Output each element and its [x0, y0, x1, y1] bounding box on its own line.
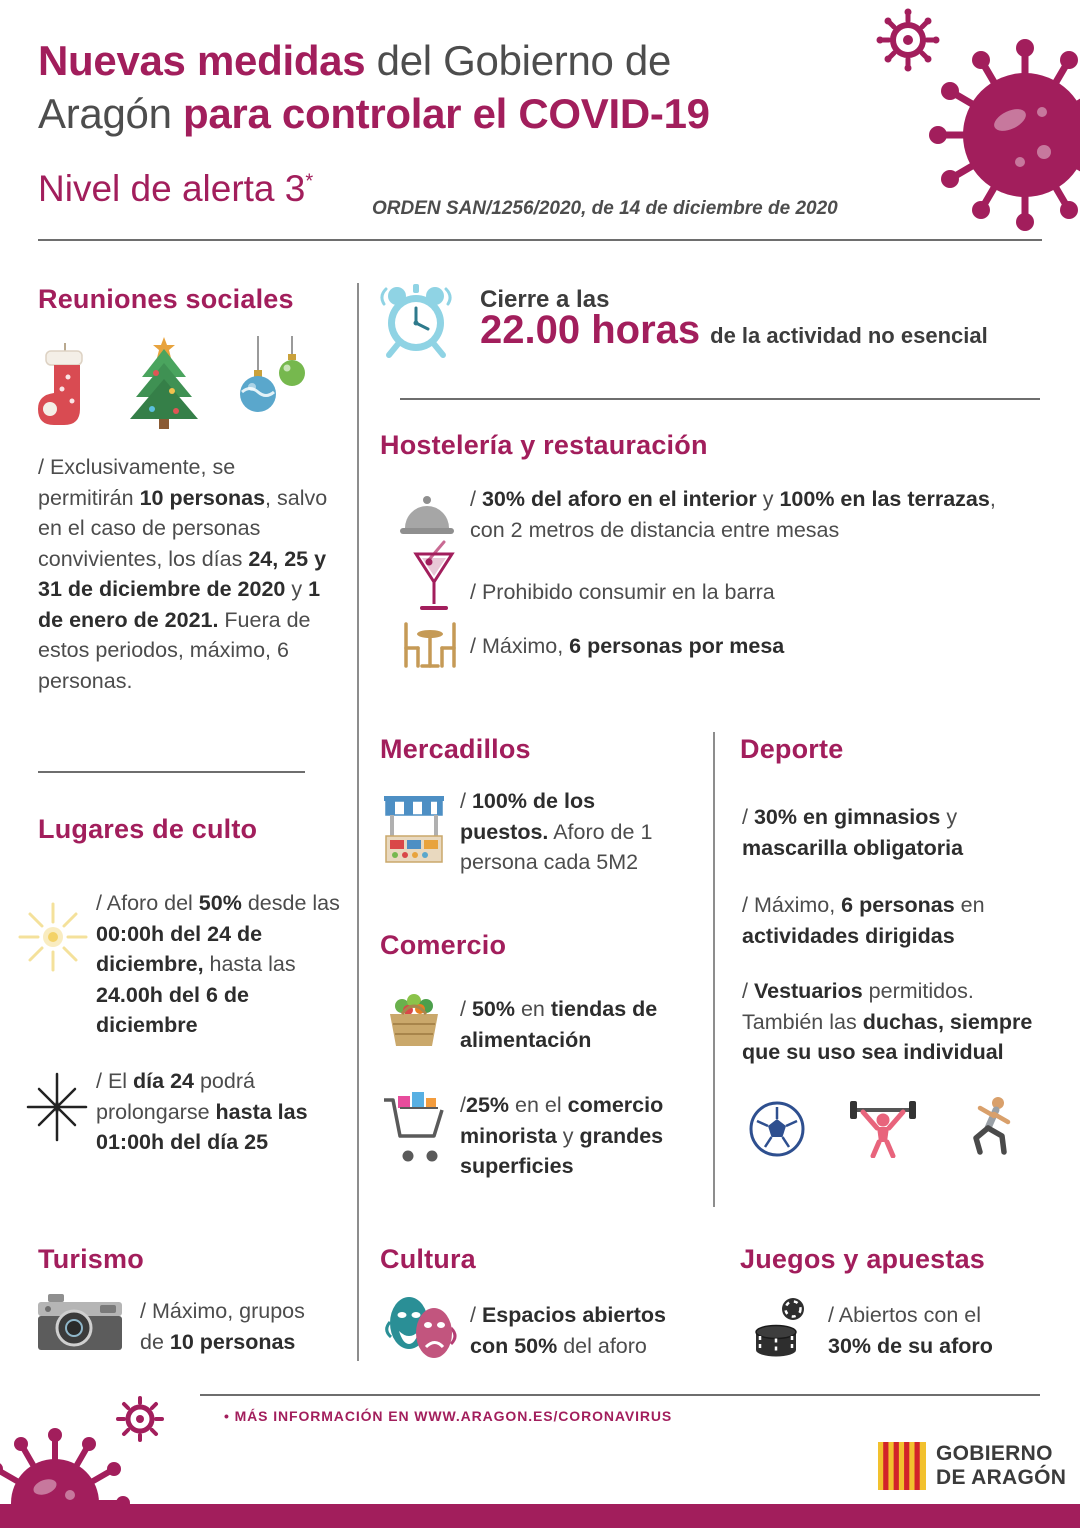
logo-line-2: DE ARAGÓN [936, 1466, 1067, 1489]
closure-time: 22.00 horas [480, 308, 701, 352]
deporte-item-1-text: / 30% en gimnasios y mascarilla obligatoria [742, 805, 964, 860]
grocery-basket-icon [382, 988, 446, 1054]
section-title-deporte: Deporte [740, 734, 844, 764]
culto-item-2-text: / El día 24 podrá prolongarse hasta las 01:00h del día 25 [96, 1069, 308, 1154]
coronavirus-decoration-top-icon [870, 0, 1080, 265]
alert-level [38, 168, 313, 210]
vertical-divider-1 [357, 283, 359, 1361]
page-title [38, 34, 710, 140]
footer-bar [0, 1504, 1080, 1528]
runner-icon [960, 1094, 1018, 1158]
section-title-cultura: Cultura [380, 1244, 476, 1274]
closure-divider [400, 398, 1040, 400]
shopping-cart-icon [380, 1086, 450, 1168]
logo-line-1: GOBIERNO [936, 1442, 1053, 1465]
christmas-tree-icon [118, 333, 210, 431]
juegos-body-text: / Abiertos con el 30% de su aforo [828, 1303, 993, 1358]
alert-level-text: Nivel de alerta 3 [38, 168, 306, 209]
comercio-item-2-text: /25% en el comercio minorista y grandes superficies [460, 1093, 664, 1178]
section-title-culto: Lugares de culto [38, 814, 258, 844]
section-title-mercadillos: Mercadillos [380, 734, 531, 764]
aragon-shield-icon [878, 1442, 926, 1490]
footer-info [224, 1408, 672, 1424]
order-reference: ORDEN SAN/1256/2020, de 14 de diciembre de 2020 [372, 198, 838, 219]
hosteleria-item-2-text: / Prohibido consumir en la barra [470, 580, 775, 604]
footer-rule [200, 1394, 1040, 1396]
cocktail-icon [412, 540, 456, 618]
sparkle-star-icon [24, 1072, 90, 1142]
market-stall-icon [382, 792, 446, 868]
section-title-reuniones: Reuniones sociales [38, 284, 294, 314]
gobierno-aragon-logo-text [936, 1442, 1066, 1490]
closure-intro: Cierre a las [480, 286, 610, 313]
footer-info-url[interactable]: WWW.ARAGON.ES/CORONAVIRUS [414, 1408, 673, 1424]
soccer-ball-icon [748, 1100, 806, 1158]
poker-chips-icon [752, 1294, 808, 1358]
turismo-body-text: / Máximo, grupos de 10 personas [140, 1299, 305, 1354]
page-title-line2: Aragón para controlar el COVID-19 [38, 90, 710, 137]
table-chairs-icon [398, 620, 462, 668]
reuniones-body-text: / Exclusivamente, se permitirán 10 personas, salvo en el caso de personas convivientes, los días 24, 25 y 31 de diciembre de 2020 y 1 de enero de 2021. Fuera de estos periodos, máximo, 6 personas. [38, 455, 328, 693]
stocking-icon [36, 343, 94, 431]
alert-asterisk: * [305, 170, 314, 193]
deporte-item-3-text: / Vestuarios permitidos. También las duchas, siempre que su uso sea individual [742, 979, 1033, 1064]
alarm-clock-icon [378, 282, 454, 360]
left-divider-1 [38, 771, 305, 773]
camera-icon [36, 1292, 124, 1354]
theater-masks-icon [382, 1294, 458, 1362]
culto-item-1-text: / Aforo del 50% desde las 00:00h del 24 de diciembre, hasta las 24.00h del 6 de diciembre [96, 891, 340, 1037]
coronavirus-decoration-bottom-icon [0, 1395, 190, 1505]
weightlifter-icon [846, 1096, 920, 1158]
page-title-line1: Nuevas medidas del Gobierno de [38, 37, 672, 84]
closure-time-row [480, 308, 988, 353]
baubles-icon [234, 336, 312, 431]
cloche-icon [398, 492, 456, 538]
cultura-body-text: / Espacios abiertos con 50% del aforo [470, 1303, 666, 1358]
section-title-comercio: Comercio [380, 930, 507, 960]
closure-scope: de la actividad no esencial [710, 323, 988, 348]
hosteleria-item-1-text: / 30% del aforo en el interior y 100% en las terrazas, con 2 metros de distancia entre mesas [470, 487, 996, 542]
section-title-turismo: Turismo [38, 1244, 144, 1274]
gobierno-aragon-logo [878, 1442, 1066, 1490]
christmas-icons-row [36, 333, 312, 431]
sports-icons-row [748, 1094, 1018, 1158]
vertical-divider-2 [713, 732, 715, 1207]
deporte-item-2-text: / Máximo, 6 personas en actividades dirigidas [742, 893, 985, 948]
section-title-juegos: Juegos y apuestas [740, 1244, 986, 1274]
candle-glow-icon [14, 898, 92, 976]
header-rule [38, 239, 1042, 241]
comercio-item-1-text: / 50% en tiendas de alimentación [460, 997, 658, 1052]
section-title-hosteleria: Hostelería y restauración [380, 430, 708, 460]
hosteleria-item-3-text: / Máximo, 6 personas por mesa [470, 634, 785, 658]
mercadillos-body-text: / 100% de los puestos. Aforo de 1 persona cada 5M2 [460, 789, 653, 874]
footer-info-prefix: • MÁS INFORMACIÓN EN [224, 1408, 415, 1424]
